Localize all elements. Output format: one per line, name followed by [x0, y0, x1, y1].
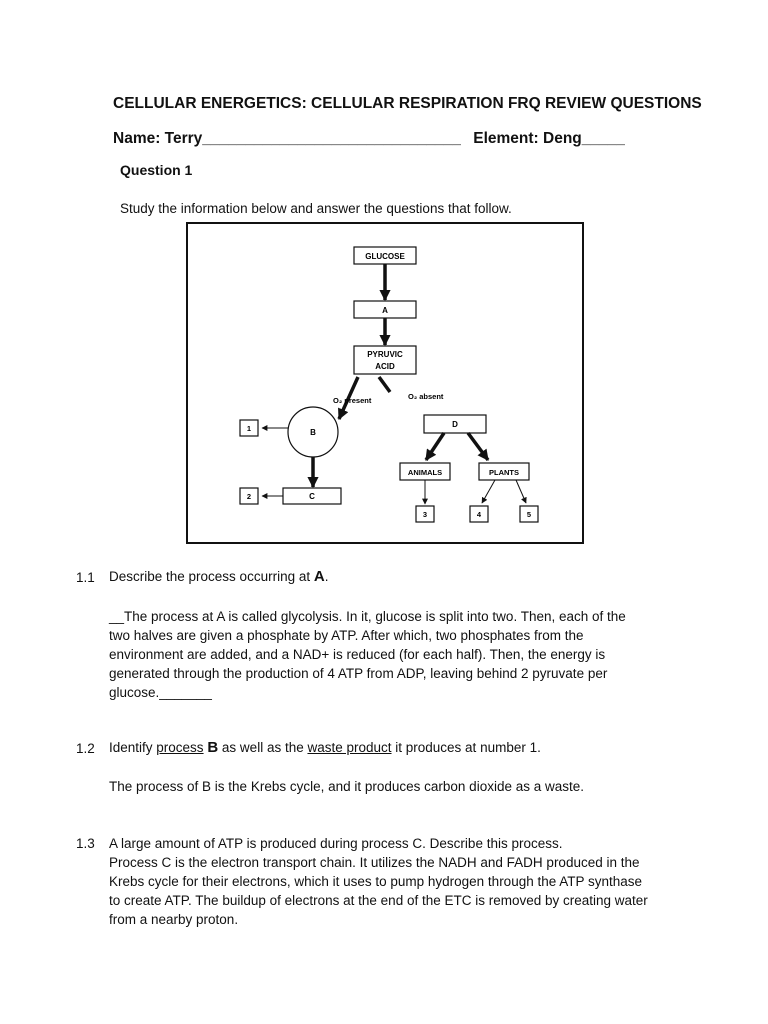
- name-element-line: [113, 130, 625, 148]
- animals-label: ANIMALS: [407, 468, 443, 477]
- question-prompt-1-3: A large amount of ATP is produced during process C. Describe this process.: [109, 836, 563, 851]
- process-b-label: B: [310, 428, 316, 437]
- glucose-box: [354, 247, 416, 264]
- o2-absent-label: O₂ absent: [408, 392, 444, 401]
- prompt-1-2-underline-process: process: [156, 740, 204, 755]
- process-d-label: D: [452, 420, 458, 429]
- prompt-1-1-after: .: [324, 569, 329, 584]
- pyruvic-label-line1: PYRUVIC: [367, 350, 403, 359]
- process-a-box: [354, 301, 416, 318]
- process-a-label: A: [382, 306, 388, 315]
- student-element: Element: Deng_____: [473, 130, 625, 147]
- question-number-1-2: 1.2: [76, 741, 95, 756]
- question-number-1-1: 1.1: [76, 570, 95, 585]
- o2-present-label: O₂ present: [333, 396, 372, 405]
- process-c-label: C: [309, 492, 315, 501]
- answer-1-1: __The process at A is called glycolysis. In it, glucose is split into two. Then, each of the two halves are given a phosphate by ATP. After which, two phosphates from the environment are added, and a NAD+ is reduced (for each half). Then, the energy is generated through the production of 4 ATP from ADP, leaving behind 2 pyruvate per glucose._______: [109, 609, 626, 700]
- answer-1-3: Process C is the electron transport chain. It utilizes the NADH and FADH produced in the Krebs cycle for their electrons, which it uses to pump hydrogen through the ATP synthase to create ATP. The buildup of electrons at the end of the ETC is removed by creating water from a nearby proton.: [109, 855, 648, 927]
- process-d-box: [424, 415, 486, 433]
- animals-box: [400, 463, 450, 480]
- label-3: 3: [422, 510, 428, 519]
- question-prompt-1-2: [109, 739, 541, 756]
- label-2: 2: [246, 492, 252, 501]
- pyruvic-acid-box: [354, 346, 416, 374]
- box-5: [520, 506, 538, 522]
- question-heading: Question 1: [120, 162, 193, 178]
- label-4: 4: [476, 510, 482, 519]
- prompt-1-2-p1: Identify: [109, 740, 157, 755]
- answer-1-2: The process of B is the Krebs cycle, and it produces carbon dioxide as a waste.: [109, 779, 584, 794]
- label-1: 1: [246, 424, 252, 433]
- label-5: 5: [526, 510, 532, 519]
- student-name: Name: Terry______________________________: [113, 130, 461, 147]
- question-prompt-1-1: [109, 568, 328, 585]
- box-2: [240, 488, 258, 504]
- glucose-label: GLUCOSE: [365, 252, 405, 261]
- pyruvic-label-line2: ACID: [375, 362, 395, 371]
- process-b-circle: [288, 407, 338, 457]
- plants-box: [479, 463, 529, 480]
- box-1: [240, 420, 258, 436]
- question-number-1-3: 1.3: [76, 836, 95, 851]
- document-title: CELLULAR ENERGETICS: CELLULAR RESPIRATION FRQ REVIEW QUESTIONS: [113, 95, 702, 112]
- box-4: [470, 506, 488, 522]
- prompt-1-2-underline-waste: waste product: [307, 740, 392, 755]
- plants-label: PLANTS: [489, 468, 519, 477]
- prompt-1-2-bold: B: [207, 739, 219, 756]
- respiration-diagram: [186, 222, 584, 544]
- prompt-1-1-bold: A: [313, 568, 325, 585]
- question-block-1-3: [109, 834, 649, 929]
- question-intro: Study the information below and answer the questions that follow.: [120, 201, 512, 216]
- prompt-1-2-p2: as well as the: [218, 740, 308, 755]
- process-c-box: [283, 488, 341, 504]
- box-3: [416, 506, 434, 522]
- prompt-1-1-before: Describe the process occurring at: [109, 569, 314, 584]
- prompt-1-2-p3: it produces at number 1.: [391, 740, 541, 755]
